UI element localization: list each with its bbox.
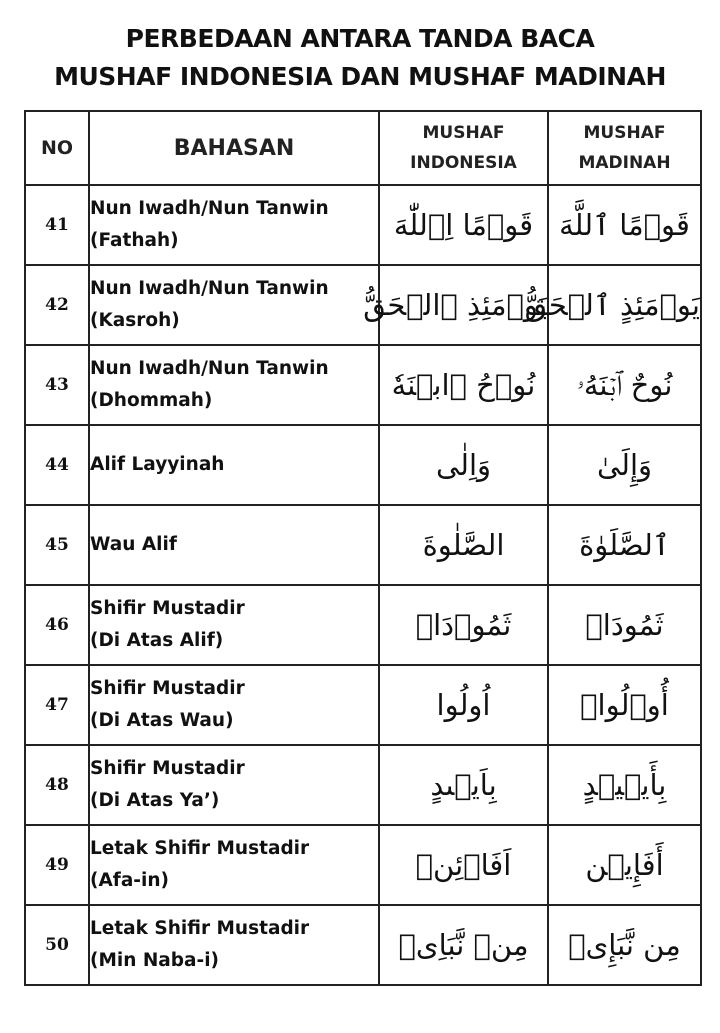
bahasan-line-1: Nun Iwadh/Nun Tanwin	[90, 278, 329, 299]
mushaf-indonesia-text: الصَّلٰوةَ	[379, 505, 548, 585]
bahasan-line-1: Letak Shifir Mustadir	[90, 918, 310, 939]
row-bahasan	[89, 905, 379, 985]
mushaf-madinah-text: أُو۟لُوا۟	[548, 665, 701, 745]
bahasan-line-2: (Di Atas Wau)	[90, 710, 234, 731]
mushaf-madinah-text: ثَمُودَا۟	[548, 585, 701, 665]
mushaf-indonesia-text: مِنۡ نَّبَاِی۠	[379, 905, 548, 985]
table-row	[25, 425, 701, 505]
row-number: 47	[25, 665, 89, 745]
mushaf-indonesia-text: يَوۡمَئِذِ ۨالۡحَقُّ	[379, 265, 548, 345]
row-number: 46	[25, 585, 89, 665]
bahasan-line-1: Shifir Mustadir	[90, 678, 245, 699]
mushaf-madinah-text: أَفَإِي۟ن	[548, 825, 701, 905]
bahasan-line-2: (Kasroh)	[90, 310, 180, 331]
table-row	[25, 585, 701, 665]
table-row	[25, 265, 701, 345]
mushaf-indonesia-text: نُوۡحُ ۨابۡنَهٗ	[379, 345, 548, 425]
bahasan-line-2: (Afa-in)	[90, 870, 169, 891]
header-mushaf-indonesia-line2: INDONESIA	[410, 153, 517, 173]
bahasan-line-2: (Dhommah)	[90, 390, 213, 411]
row-bahasan	[89, 185, 379, 265]
row-number: 41	[25, 185, 89, 265]
row-bahasan	[89, 505, 379, 585]
row-number: 50	[25, 905, 89, 985]
bahasan-line-1: Wau Alif	[90, 534, 177, 555]
row-number: 44	[25, 425, 89, 505]
header-row	[25, 111, 701, 185]
bahasan-line-1: Alif Layyinah	[90, 454, 225, 475]
header-no: NO	[25, 111, 89, 185]
header-mushaf-madinah	[548, 111, 701, 185]
table-row	[25, 505, 701, 585]
mushaf-madinah-text: مِن نَّبَإِی۟	[548, 905, 701, 985]
bahasan-line-1: Shifir Mustadir	[90, 598, 245, 619]
header-mushaf-madinah-line1: MUSHAF	[583, 123, 666, 143]
header-bahasan: BAHASAN	[89, 111, 379, 185]
mushaf-indonesia-text: اَفَا۟ئِنۡ	[379, 825, 548, 905]
table-row	[25, 905, 701, 985]
row-bahasan	[89, 665, 379, 745]
table-row	[25, 745, 701, 825]
bahasan-line-2: (Min Naba-i)	[90, 950, 219, 971]
mushaf-madinah-text: يَوۡمَئِذٍ ٱلۡحَقُّ	[548, 265, 701, 345]
row-number: 48	[25, 745, 89, 825]
table-row	[25, 665, 701, 745]
mushaf-indonesia-text: ثَمُوۡدَا۠	[379, 585, 548, 665]
bahasan-line-1: Nun Iwadh/Nun Tanwin	[90, 358, 329, 379]
row-bahasan	[89, 425, 379, 505]
bahasan-line-2: (Di Atas Alif)	[90, 630, 224, 651]
mushaf-madinah-text: نُوحٌ ٱبۡنَهُۥ	[548, 345, 701, 425]
row-number: 45	[25, 505, 89, 585]
row-bahasan	[89, 345, 379, 425]
mushaf-madinah-text: ٱلصَّلَوٰةَ	[548, 505, 701, 585]
mushaf-indonesia-text: بِاَيۡٮدٍ	[379, 745, 548, 825]
row-number: 42	[25, 265, 89, 345]
mushaf-indonesia-text: وَاِلٰى	[379, 425, 548, 505]
header-mushaf-madinah-line2: MADINAH	[578, 153, 671, 173]
row-bahasan	[89, 265, 379, 345]
row-bahasan	[89, 825, 379, 905]
bahasan-line-1: Letak Shifir Mustadir	[90, 838, 310, 859]
mushaf-madinah-text: قَوۡمًا ٱللَّهَ	[548, 185, 701, 265]
title-line-2: MUSHAF INDONESIA DAN MUSHAF MADINAH	[54, 62, 666, 91]
row-number: 49	[25, 825, 89, 905]
bahasan-line-2: (Di Atas Ya’)	[90, 790, 220, 811]
row-bahasan	[89, 745, 379, 825]
mushaf-indonesia-text: قَوۡمًا اِ۟للّٰهَ	[379, 185, 548, 265]
row-number: 43	[25, 345, 89, 425]
mushaf-madinah-text: وَإِلَىٰ	[548, 425, 701, 505]
table-row	[25, 185, 701, 265]
mushaf-indonesia-text: اُولُوا	[379, 665, 548, 745]
header-mushaf-indonesia-line1: MUSHAF	[422, 123, 505, 143]
bahasan-line-2: (Fathah)	[90, 230, 179, 251]
comparison-table	[24, 110, 702, 986]
table-row	[25, 345, 701, 425]
table-row	[25, 825, 701, 905]
bahasan-line-1: Shifir Mustadir	[90, 758, 245, 779]
header-mushaf-indonesia	[379, 111, 548, 185]
bahasan-line-1: Nun Iwadh/Nun Tanwin	[90, 198, 329, 219]
title-line-1: PERBEDAAN ANTARA TANDA BACA	[125, 24, 595, 53]
mushaf-madinah-text: بِأَيۡي۟دٍ	[548, 745, 701, 825]
row-bahasan	[89, 585, 379, 665]
